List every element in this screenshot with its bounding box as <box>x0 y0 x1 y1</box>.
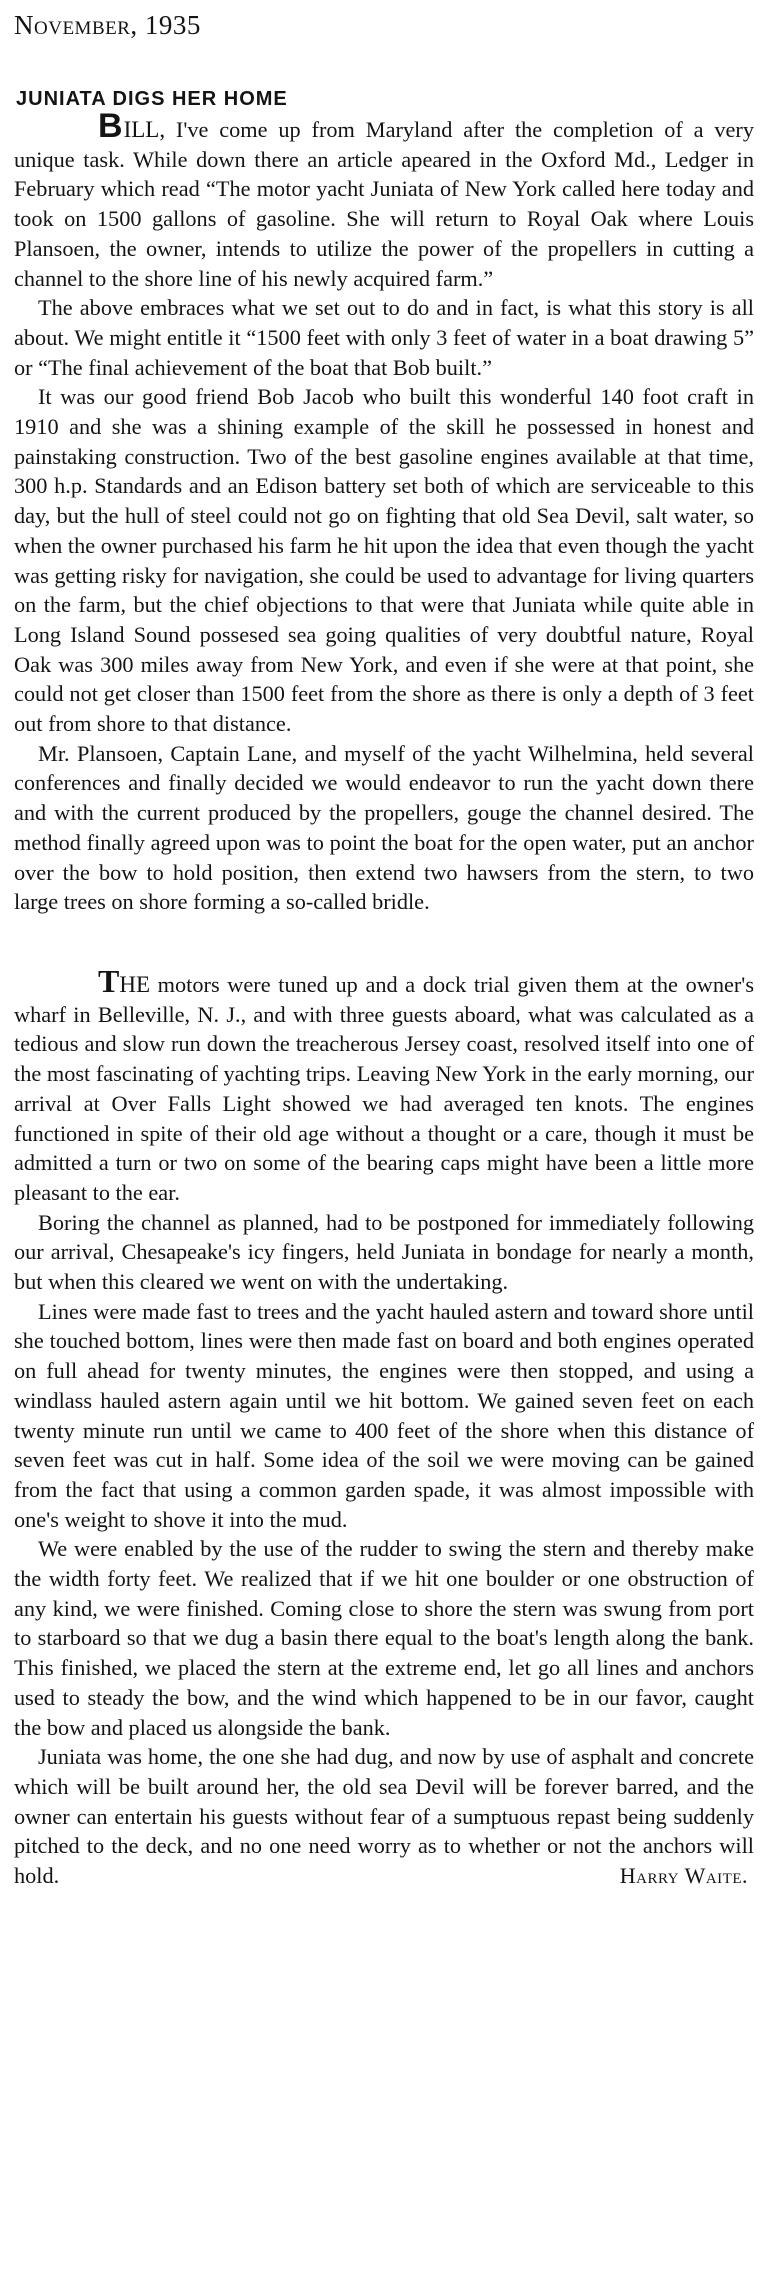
opening-word: ILL, <box>123 117 166 142</box>
paragraph-2: The above embraces what we set out to do and in fact, is what this story is all about. We might entitle it “1500 feet with only 3 feet of water in a boat drawing 5” or “The final achievement of the boat that Bob built.” <box>14 295 754 380</box>
drop-cap-letter: B <box>98 107 123 145</box>
paragraph-5 <box>14 962 754 1208</box>
paragraph-1-text: I've come up from Maryland after the completion of a very unique task. While down there an article apeared in the Oxford Md., Ledger in February which read “The motor yacht Juniata of New York called here today and took on 1500 gallons of gasoline. She will return to Royal Oak where Louis Plansoen, the owner, intends to utilize the power of the propellers in cutting a channel to the shore line of his newly acquired farm.” <box>14 117 754 291</box>
paragraph-9-text: Juniata was home, the one she had dug, and now by use of asphalt and concrete which will be built around her, the old sea Devil will be forever barred, and the owner can entertain his guests without fear of a sumptuous repast being suddenly pitched to the deck, and no one need worry as to whether or not the anchors will hold. <box>14 1744 754 1889</box>
article-title: JUNIATA DIGS HER HOME <box>16 88 288 110</box>
paragraph-3: It was our good friend Bob Jacob who built this wonderful 140 foot craft in 1910 and she was a shining example of the skill he possessed in honest and painstaking construction. Two of the best gasoline engines available at that time, 300 h.p. Standards and an Edison battery set both of which are serviceable to this day, but the hull of steel could not go on fighting that old Sea Devil, salt water, so when the owner purchased his farm he hit upon the idea that even though the yacht was getting risky for navigation, she could be used to advantage for living quarters on the farm, but the chief objections to that were that Juniata while quite able in Long Island Sound possesed sea going qualities of very doubtful nature, Royal Oak was 300 miles away from New York, and even if she were at that point, she could not get closer than 1500 feet from the shore as there is only a depth of 3 feet out from shore to that distance. <box>14 384 754 737</box>
paragraph-7: Lines were made fast to trees and the yacht hauled astern and toward shore until she touched bottom, lines were then made fast on board and both engines operated on full ahead for twenty minutes, the engines were then stopped, and using a windlass hauled astern again until we hit bottom. We gained seven feet on each twenty minute run until we came to 400 feet of the shore when this distance of seven feet was cut in half. Some idea of the soil we were moving can be gained from the fact that using a common garden spade, it was almost impossible with one's weight to shove it into the mud. <box>14 1298 754 1532</box>
paragraph-8: We were enabled by the use of the rudder to swing the stern and thereby make the width forty feet. We realized that if we hit one boulder or one obstruction of any kind, we were finished. Coming close to shore the stern was swung from port to starboard so that we dug a basin there equal to the boat's length along the bank. This finished, we placed the stern at the extreme end, let go all lines and anchors used to steady the bow, and the wind which happened to be in our favor, caught the bow and placed us alongside the bank. <box>14 1536 754 1740</box>
drop-cap-letter-2: T <box>98 962 120 999</box>
paragraph-9 <box>14 1742 754 1891</box>
page <box>14 8 754 1891</box>
paragraph-4: Mr. Plansoen, Captain Lane, and myself of the yacht Wilhelmina, held several conferences and finally decided we would endeavor to run the yacht down there and with the current produced by the propellers, gouge the channel desired. The method finally agreed upon was to point the boat for the open water, put an anchor over the bow to hold position, then extend two hawsers from the stern, to two large trees on shore forming a so-called bridle. <box>14 740 754 915</box>
paragraph-5-text: motors were tuned up and a dock trial given them at the owner's wharf in Belleville, N. J., and with three guests aboard, what was calculated as a tedious and slow run down the treacherous Jersey coast, resolved itself into one of the most fascinating of yachting trips. Leaving New York in the early morning, our arrival at Over Falls Light showed we had averaged ten knots. The engines functioned in spite of their old age without a thought or a care, though it must be admitted a turn or two on some of the bearing caps might have been a little more pleasant to the ear. <box>14 971 754 1205</box>
paragraph-1 <box>14 107 754 293</box>
paragraph-6: Boring the channel as planned, had to be postponed for immediately following our arrival, Chesapeake's icy fingers, held Juniata in bondage for nearly a month, but when this cleared we went on with the undertaking. <box>14 1209 754 1295</box>
article-body <box>14 107 754 1891</box>
issue-dateline: November, 1935 <box>14 10 201 40</box>
opening-word-2: HE <box>119 971 151 997</box>
section-break <box>14 917 754 967</box>
author-signature: Harry Waite. <box>619 1863 748 1889</box>
